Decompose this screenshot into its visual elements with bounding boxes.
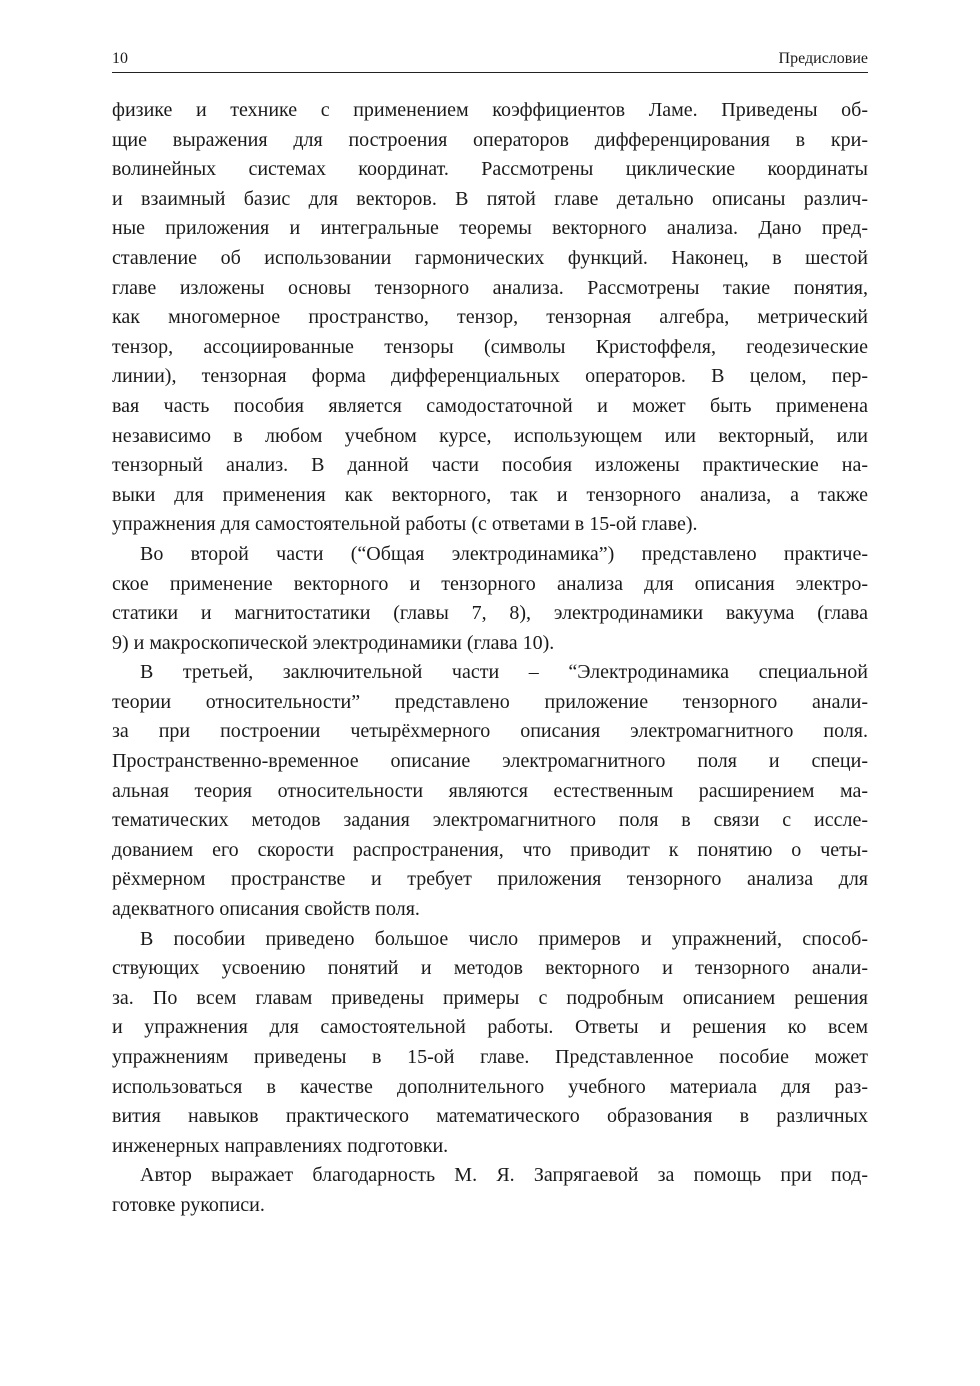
text-line: линии), тензорная форма дифференциальных операторов. В целом, пер-	[112, 365, 868, 388]
text-line: тематических методов задания электромагнитного поля в связи с иссле-	[112, 809, 868, 832]
text-line: рёхмерном пространстве и требует приложения тензорного анализа для	[112, 868, 868, 891]
text-line: Автор выражает благодарность М. Я. Запрягаевой за помощь при под-	[140, 1164, 868, 1187]
paragraph	[112, 96, 868, 540]
text-line: главе изложены основы тензорного анализа. Рассмотрены такие понятия,	[112, 276, 868, 299]
text-line: Пространственно-временное описание электромагнитного поля и специ-	[112, 750, 868, 773]
text-line: ское применение векторного и тензорного анализа для описания электро-	[112, 572, 868, 595]
body-text	[112, 96, 868, 1221]
text-line: упражнения для самостоятельной работы (с ответами в 15-ой главе).	[112, 513, 698, 536]
paragraph	[112, 925, 868, 1162]
text-line: как многомерное пространство, тензор, тензорная алгебра, метрический	[112, 306, 868, 329]
text-line: и взаимный базис для векторов. В пятой главе детально описаны различ-	[112, 187, 868, 210]
text-line: выки для применения как векторного, так и тензорного анализа, а также	[112, 483, 868, 506]
text-line: за. По всем главам приведены примеры с подробным описанием решения	[112, 986, 868, 1009]
text-line: вития навыков практического математического образования в различных	[112, 1105, 868, 1128]
text-line: использоваться в качестве дополнительного учебного материала для раз-	[112, 1075, 868, 1098]
text-line: и упражнения для самостоятельной работы. Ответы и решения ко всем	[112, 1016, 868, 1039]
text-line: ствующих усвоению понятий и методов векторного и тензорного анали-	[112, 957, 868, 980]
text-line: вая часть пособия является самодостаточной и может быть применена	[112, 394, 868, 417]
text-line: дованием его скорости распространения, что приводит к понятию о четы-	[112, 838, 868, 861]
text-line: 9) и макроскопической электродинамики (глава 10).	[112, 631, 555, 654]
text-line: ные приложения и интегральные теоремы векторного анализа. Дано пред-	[112, 217, 868, 240]
running-title: Предисловие	[778, 50, 868, 67]
text-line: В третьей, заключительной части – “Электродинамика специальной	[140, 661, 868, 684]
page-header	[112, 48, 868, 73]
text-line: щие выражения для построения операторов дифференцирования в кри-	[112, 128, 868, 151]
text-line: независимо в любом учебном курсе, использующем или векторный, или	[112, 424, 868, 447]
text-line: физике и технике с применением коэффициентов Ламе. Приведены об-	[112, 99, 868, 121]
text-line: альная теория относительности являются естественным расширением ма-	[112, 779, 868, 802]
text-line: статики и магнитостатики (главы 7, 8), электродинамики вакуума (глава	[112, 602, 868, 625]
text-line: инженерных направлениях подготовки.	[112, 1134, 449, 1157]
text-line: теории относительности” представлено приложение тензорного анали-	[112, 690, 868, 713]
text-line: ставление об использовании гармонических функций. Наконец, в шестой	[112, 246, 868, 269]
text-line: В пособии приведено большое число примеров и упражнений, способ-	[140, 927, 868, 950]
text-line: тензорный анализ. В данной части пособия изложены практические на-	[112, 454, 868, 477]
text-line: готовке рукописи.	[112, 1193, 265, 1216]
text-line: Во второй части (“Общая электродинамика”) представлено практиче-	[140, 542, 868, 565]
text-line: тензор, ассоциированные тензоры (символы Кристоффеля, геодезические	[112, 335, 868, 358]
paragraph	[112, 1161, 868, 1220]
paragraph	[112, 540, 868, 658]
text-line: за при построении четырёхмерного описания электромагнитного поля.	[112, 720, 868, 743]
paragraph	[112, 658, 868, 924]
text-line: упражнениям приведены в 15-ой главе. Представленное пособие может	[112, 1046, 868, 1068]
text-line: адекватного описания свойств поля.	[112, 898, 420, 921]
page-number: 10	[112, 50, 128, 67]
text-line: волинейных системах координат. Рассмотрены циклические координаты	[112, 158, 868, 181]
